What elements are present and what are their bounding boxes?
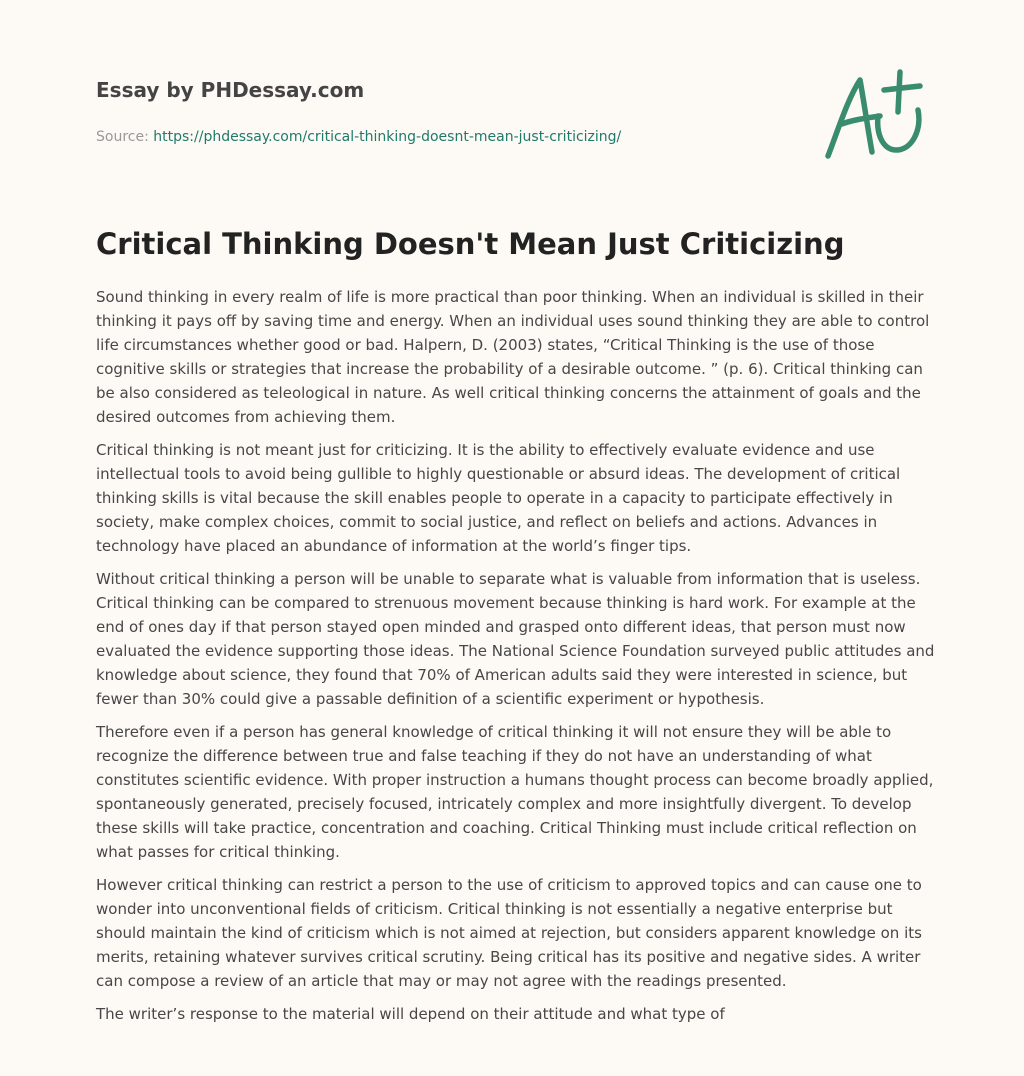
site-brand: Essay by PHDessay.com <box>96 78 365 102</box>
paragraph: Sound thinking in every realm of life is more practical than poor thinking. When an individual is skilled in their thinking it pays off by saving time and energy. When an individual uses sound thinking they are able to control life circumstances whether good or bad. Halpern, D. (2003) states, “Critical Thinking is the use of those cognitive skills or strategies that increase the probability of a desirable outcome. ” (p. 6). Critical thinking can be also considered as teleological in nature. As well critical thinking concerns the attainment of goals and the desired outcomes from achieving them. <box>96 288 930 426</box>
essay-title: Critical Thinking Doesn't Mean Just Criticizing <box>96 227 845 261</box>
paragraph: However critical thinking can restrict a person to the use of criticism to approved topics and can cause one to wonder into unconventional fields of criticism. Critical thinking is not essentially a negative enterprise but should maintain the kind of criticism which is not aimed at rejection, but considers apparent knowledge on its merits, retaining whatever survives critical scrutiny. Being critical has its positive and negative sides. A writer can compose a review of an article that may or may not agree with the readings presented. <box>96 876 922 990</box>
paragraph: Without critical thinking a person will be unable to separate what is valuable from information that is useless. Critical thinking can be compared to strenuous movement because thinking is hard work. For example at the end of ones day if that person stayed open minded and grasped onto different ideas, that person must now evaluated the evidence supporting those ideas. The National Science Foundation surveyed public attitudes and knowledge about science, they found that 70% of American adults said they were interested in science, but fewer than 30% could give a passable definition of a scientific experiment or hypothesis. <box>96 570 935 708</box>
source-link[interactable]: https://phdessay.com/critical-thinking-doesnt-mean-just-criticizing/ <box>153 129 622 145</box>
paragraph: The writer’s response to the material will depend on their attitude and what type of <box>96 1005 725 1023</box>
essay-body <box>96 285 936 1035</box>
essay-header <box>96 76 796 146</box>
a-plus-grade-icon <box>820 68 928 164</box>
source-label: Source: <box>96 129 149 145</box>
paragraph: Critical thinking is not meant just for criticizing. It is the ability to effectively evaluate evidence and use intellectual tools to avoid being gullible to highly questionable or absurd ideas. The development of critical thinking skills is vital because the skill enables people to operate in a capacity to participate effectively in society, make complex choices, commit to social justice, and reflect on beliefs and actions. Advances in technology have placed an abundance of information at the world’s finger tips. <box>96 441 901 555</box>
paragraph: Therefore even if a person has general knowledge of critical thinking it will not ensure they will be able to recognize the difference between true and false teaching if they do not have an understanding of what constitutes scientific evidence. With proper instruction a humans thought process can become broadly applied, spontaneously generated, precisely focused, intricately complex and more insightfully divergent. To develop these skills will take practice, concentration and coaching. Critical Thinking must include critical reflection on what passes for critical thinking. <box>96 723 934 861</box>
source-line <box>96 128 796 146</box>
